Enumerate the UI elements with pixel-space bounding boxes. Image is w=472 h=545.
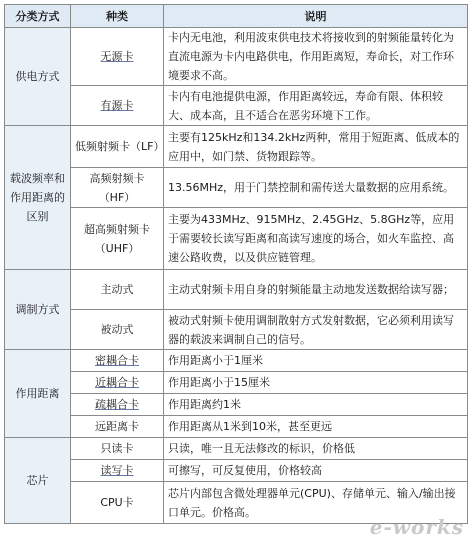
type-cell: 近耦合卡 (71, 372, 164, 394)
type-cell: 疏耦合卡 (71, 394, 164, 416)
table-row (5, 416, 468, 438)
table-row (5, 310, 468, 350)
description-cell: 作用距离约1米 (164, 394, 468, 416)
description-cell: 被动式射频卡使用调制散射方式发射数据，它必须利用读写器的载波来调制自己的信号。 (164, 310, 468, 350)
header-category: 分类方式 (5, 5, 71, 28)
type-cell: 超高频射频卡（UHF） (71, 208, 164, 270)
type-cell: 读写卡 (71, 460, 164, 482)
table-row (5, 208, 468, 270)
description-cell: 主动式射频卡用自身的射频能量主动地发送数据给读写器； (164, 270, 468, 310)
table-row (5, 394, 468, 416)
type-cell: 高频射频卡（HF） (71, 168, 164, 208)
description-cell: 主要为433MHz、915MHz、2.45GHz、5.8GHz等，应用于需要较长读写距离和高读写速度的场合，如火车监控、高速公路收费，以及供应链管理。 (164, 208, 468, 270)
table-row (5, 372, 468, 394)
category-cell: 调制方式 (5, 270, 71, 350)
description-cell: 作用距离从1米到10米，甚至更远 (164, 416, 468, 438)
description-cell: 卡内无电池，利用波束供电技术将接收到的射频能量转化为直流电源为卡内电路供电，作用距离短，寿命长，对工作环境要求不高。 (164, 28, 468, 86)
type-cell: 密耦合卡 (71, 350, 164, 372)
description-cell: 可擦写，可反复使用，价格较高 (164, 460, 468, 482)
description-cell: 作用距离小于1厘米 (164, 350, 468, 372)
type-cell: 主动式 (71, 270, 164, 310)
rfid-classification-table (4, 4, 468, 524)
type-cell: CPU卡 (71, 482, 164, 524)
watermark-logo: e-works (369, 515, 464, 539)
description-cell: 作用距离小于15厘米 (164, 372, 468, 394)
table-row (5, 168, 468, 208)
type-cell: 有源卡 (71, 86, 164, 126)
category-cell: 芯片 (5, 438, 71, 524)
description-cell: 13.56MHz，用于门禁控制和需传送大量数据的应用系统。 (164, 168, 468, 208)
category-cell: 作用距离 (5, 350, 71, 438)
type-cell: 只读卡 (71, 438, 164, 460)
header-type: 种类 (71, 5, 164, 28)
type-cell: 远距离卡 (71, 416, 164, 438)
table-row (5, 350, 468, 372)
description-cell: 卡内有电池提供电源，作用距离较远，寿命有限、体积较大、成本高，且不适合在恶劣环境下工作。 (164, 86, 468, 126)
category-cell: 载波频率和作用距离的区别 (5, 126, 71, 270)
table-row (5, 86, 468, 126)
description-cell: 芯片内部包含微处理器单元(CPU)、存储单元、输入/输出接口单元。价格高。 (164, 482, 468, 524)
type-cell: 无源卡 (71, 28, 164, 86)
table-row (5, 270, 468, 310)
table-row (5, 460, 468, 482)
table-row (5, 438, 468, 460)
header-row (5, 5, 468, 28)
table-row (5, 126, 468, 168)
header-description: 说明 (164, 5, 468, 28)
type-cell: 被动式 (71, 310, 164, 350)
type-cell: 低频射频卡（LF） (71, 126, 164, 168)
description-cell: 只读，唯一且无法修改的标识，价格低 (164, 438, 468, 460)
description-cell: 主要有125kHz和134.2kHz两种，常用于短距离、低成本的应用中，如门禁、货物跟踪等。 (164, 126, 468, 168)
table-row (5, 28, 468, 86)
category-cell: 供电方式 (5, 28, 71, 126)
